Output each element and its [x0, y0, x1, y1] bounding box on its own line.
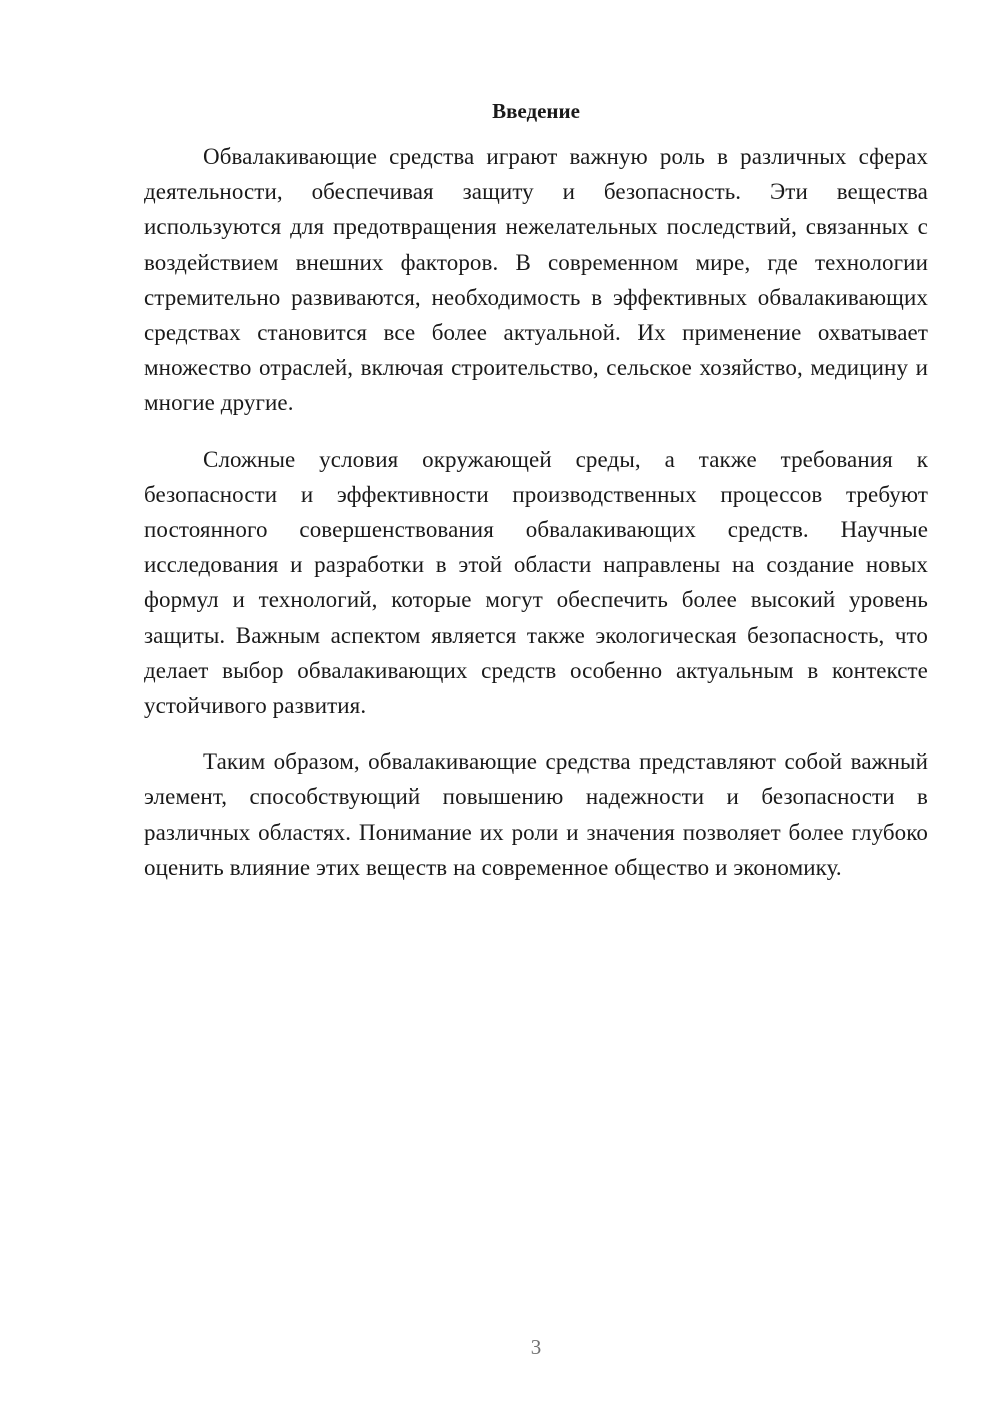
paragraph-1: Обвалакивающие средства играют важную роль в различных сферах деятельности, обеспечивая защиту и безопасность. Эти вещества используются для предотвращения нежелательных последствий, связанных с воздействием внешних факторов. В современном мире, где технологии стремительно развиваются, необходимость в эффективных обвалакивающих средствах становится все более актуальной. Их применение охватывает множество отраслей, включая строительство, сельское хозяйство, медицину и многие другие. [144, 144, 928, 416]
page-number: 3 [530, 1335, 542, 1359]
section-heading: Введение [492, 99, 580, 123]
paragraph-2: Сложные условия окружающей среды, а также требования к безопасности и эффективности производственных процессов требуют постоянного совершенствования обвалакивающих средств. Научные исследования и разработки в этой области направлены на создание новых формул и технологий, которые могут обеспечить более высокий уровень защиты. Важным аспектом является также экологическая безопасность, что делает выбор обвалакивающих средств особенно актуальным в контексте устойчивого развития. [144, 446, 928, 719]
paragraph-3: Таким образом, обвалакивающие средства представляют собой важный элемент, способствующий повышению надежности и безопасности в различных областях. Понимание их роли и значения позволяет более глубоко оценить влияние этих веществ на современное общество и экономику. [144, 749, 928, 880]
page-content [144, 96, 928, 906]
